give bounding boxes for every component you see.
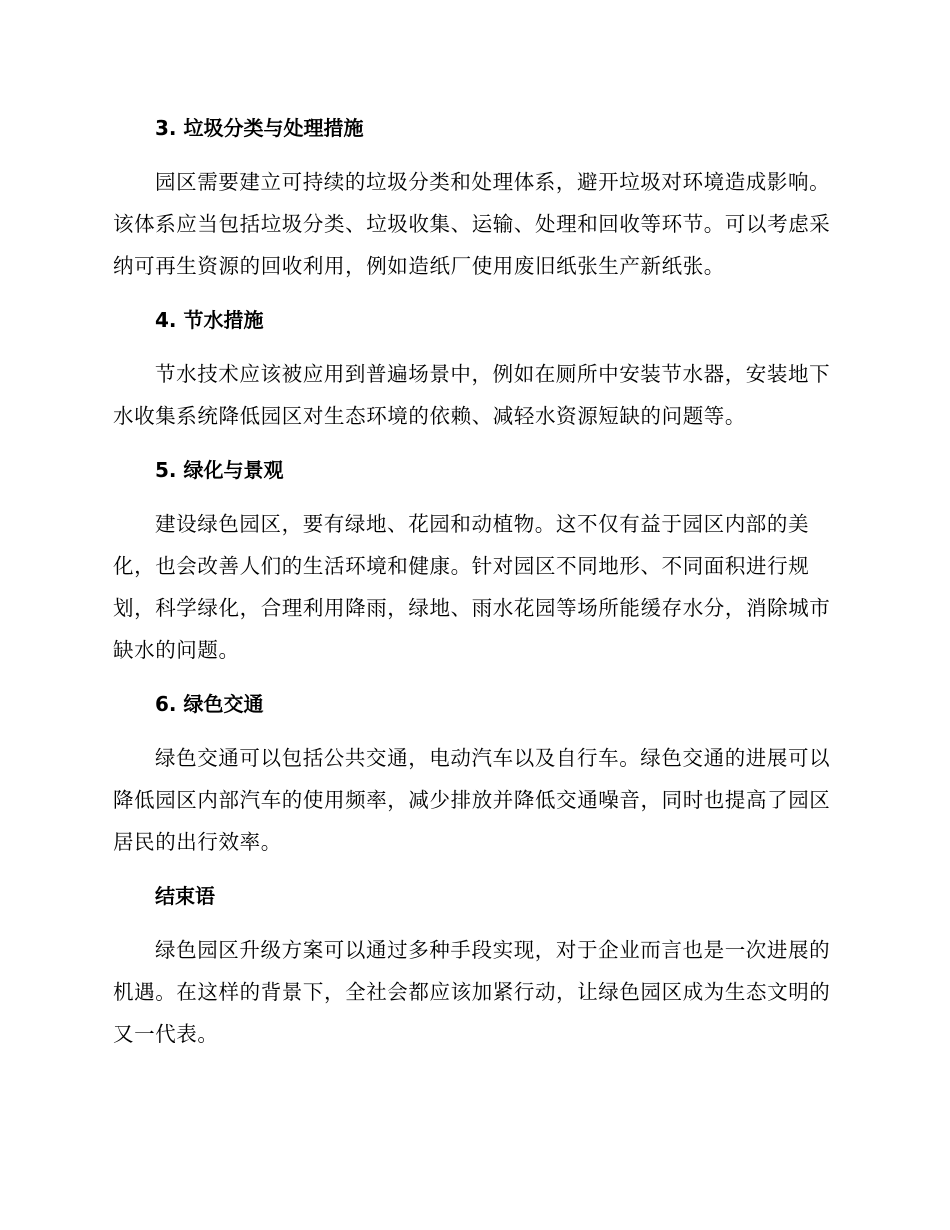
section-heading: 结束语 (155, 884, 215, 908)
section-paragraph: 节水技术应该被应用到普遍场景中，例如在厕所中安装节水器，安装地下水收集系统降低园区对生态环境的依赖、减轻水资源短缺的问题等。 (113, 362, 831, 428)
section-paragraph: 建设绿色园区，要有绿地、花园和动植物。这不仅有益于园区内部的美化，也会改善人们的生活环境和健康。针对园区不同地形、不同面积进行规划，科学绿化，合理利用降雨，绿地、雨水花园等场所能缓存水分，消除城市缺水的问题。 (113, 512, 831, 662)
section-heading: 4. 节水措施 (155, 308, 264, 332)
section-heading: 5. 绿化与景观 (155, 458, 284, 482)
section-paragraph: 绿色园区升级方案可以通过多种手段实现，对于企业而言也是一次进展的机遇。在这样的背景下，全社会都应该加紧行动，让绿色园区成为生态文明的又一代表。 (113, 938, 831, 1046)
section-heading: 3. 垃圾分类与处理措施 (155, 116, 364, 140)
document-body (113, 106, 833, 1066)
section-conclusion (113, 874, 833, 1055)
section-green-transport (113, 682, 833, 863)
section-heading: 6. 绿色交通 (155, 692, 264, 716)
section-paragraph: 园区需要建立可持续的垃圾分类和处理体系，避开垃圾对环境造成影响。该体系应当包括垃圾分类、垃圾收集、运输、处理和回收等环节。可以考虑采纳可再生资源的回收利用，例如造纸厂使用废旧纸张生产新纸张。 (113, 170, 831, 278)
section-paragraph: 绿色交通可以包括公共交通，电动汽车以及自行车。绿色交通的进展可以降低园区内部汽车的使用频率，减少排放并降低交通噪音，同时也提高了园区居民的出行效率。 (113, 746, 831, 854)
section-water-saving (113, 298, 833, 437)
section-waste-sorting (113, 106, 833, 287)
section-greening (113, 448, 833, 671)
